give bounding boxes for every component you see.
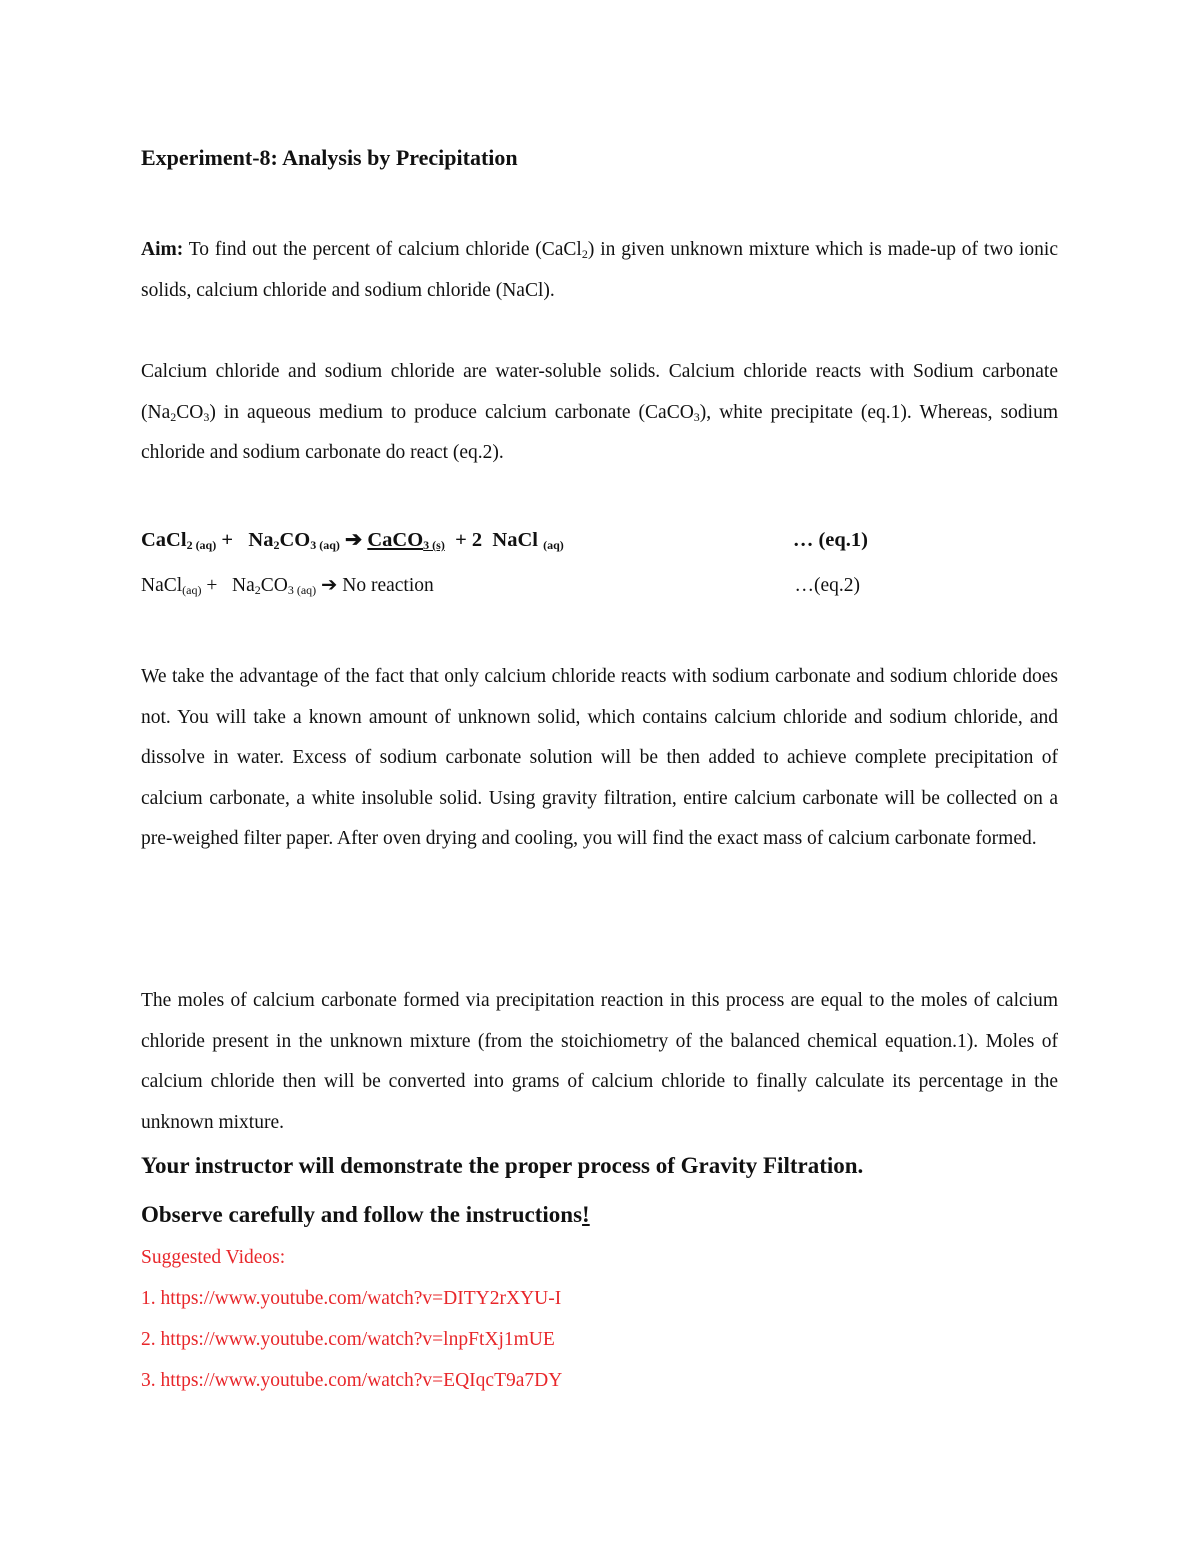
aim-paragraph	[141, 230, 1058, 311]
arrow-icon: ➔	[316, 575, 343, 596]
video-link-2[interactable]: 2. https://www.youtube.com/watch?v=lnpFtXj1mUE	[141, 1329, 555, 1350]
method-paragraph: We take the advantage of the fact that only calcium chloride reacts with sodium carbonate and sodium chloride does not. You will take a known amount of unknown solid, which contains calcium chloride and sodium chloride, and dissolve in water. Excess of sodium carbonate solution will be then added to achieve complete precipitation of calcium carbonate, a white insoluble solid. Using gravity filtration, entire calcium carbonate will be collected on a pre-weighed filter paper. After oven drying and cooling, you will find the exact mass of calcium carbonate formed.	[141, 666, 1058, 849]
eq1-part-5: + 2 NaCl	[444, 529, 544, 551]
eq1-sub-2: 2	[273, 538, 280, 552]
equation-2	[141, 566, 1058, 606]
intro-sub-2: 3	[203, 409, 210, 424]
eq1-part-2: + Na	[216, 529, 274, 551]
eq1-sub-5: (aq)	[543, 538, 564, 552]
moles-paragraph: The moles of calcium carbonate formed via precipitation reaction in this process are equal to the moles of calcium chloride present in the unknown mixture (from the stoichiometry of the balanced chemical equation.1). Moles of calcium chloride then will be converted into grams of calcium chloride to finally calculate its percentage in the unknown mixture.	[141, 990, 1058, 1133]
aim-text-before: To find out the percent of calcium chloride (CaCl	[183, 239, 582, 260]
eq2-result: No reaction	[342, 575, 434, 596]
aim-text-after: ) in given unknown mixture which is made-up of two ionic solids, calcium chloride and sodium chloride (NaCl).	[141, 239, 1058, 301]
intro-sub-1: 2	[170, 409, 177, 424]
arrow-icon: ➔	[339, 529, 368, 551]
intro-text-2: CO	[176, 401, 204, 423]
video-link-3[interactable]: 3. https://www.youtube.com/watch?v=EQIqcT9a7DY	[141, 1370, 563, 1391]
observe-mark: !	[582, 1202, 590, 1227]
eq1-part-1: CaCl	[141, 529, 187, 551]
aim-label: Aim:	[141, 239, 184, 260]
eq2-part-3: CO	[260, 575, 288, 596]
instructor-line: Your instructor will demonstrate the proper process of Gravity Filtration.	[141, 1153, 864, 1178]
eq2-part-1: NaCl	[141, 575, 183, 596]
eq1-sub-1: 2 (aq)	[186, 538, 217, 552]
intro-text-1: Calcium chloride and sodium chloride are water-soluble solids. Calcium chloride reacts with Sodium carbonate (Na	[141, 361, 1058, 423]
intro-paragraph	[141, 352, 1058, 474]
observe-text: Observe carefully and follow the instructions	[141, 1202, 583, 1227]
video-link-1[interactable]: 1. https://www.youtube.com/watch?v=DITY2rXYU-I	[141, 1288, 562, 1309]
eq1-label: … (eq.1)	[792, 529, 868, 551]
eq2-part-2: + Na	[201, 575, 255, 596]
eq1-part-3: CO	[279, 529, 311, 551]
intro-text-3: ) in aqueous medium to produce calcium carbonate (CaCO	[209, 401, 694, 423]
aim-subscript: 2	[581, 247, 588, 261]
eq2-sub-3: 3 (aq)	[287, 583, 317, 597]
observe-line	[141, 1195, 590, 1235]
page-title: Experiment-8: Analysis by Precipitation	[141, 145, 518, 170]
eq2-sub-1: (aq)	[182, 583, 202, 597]
eq2-label: …(eq.2)	[794, 575, 860, 596]
eq1-precipitate: CaCO	[367, 529, 424, 551]
intro-text-4: ), white precipitate (eq.1). Whereas, sodium chloride and sodium carbonate do react (eq.2).	[141, 401, 1058, 463]
eq1-sub-3: 3 (aq)	[310, 538, 340, 552]
videos-heading: Suggested Videos:	[141, 1247, 286, 1268]
equation-1	[141, 520, 1058, 560]
eq2-sub-2: 2	[254, 583, 261, 597]
eq1-sub-4: 3 (s)	[423, 538, 445, 552]
intro-sub-3: 3	[693, 409, 700, 424]
